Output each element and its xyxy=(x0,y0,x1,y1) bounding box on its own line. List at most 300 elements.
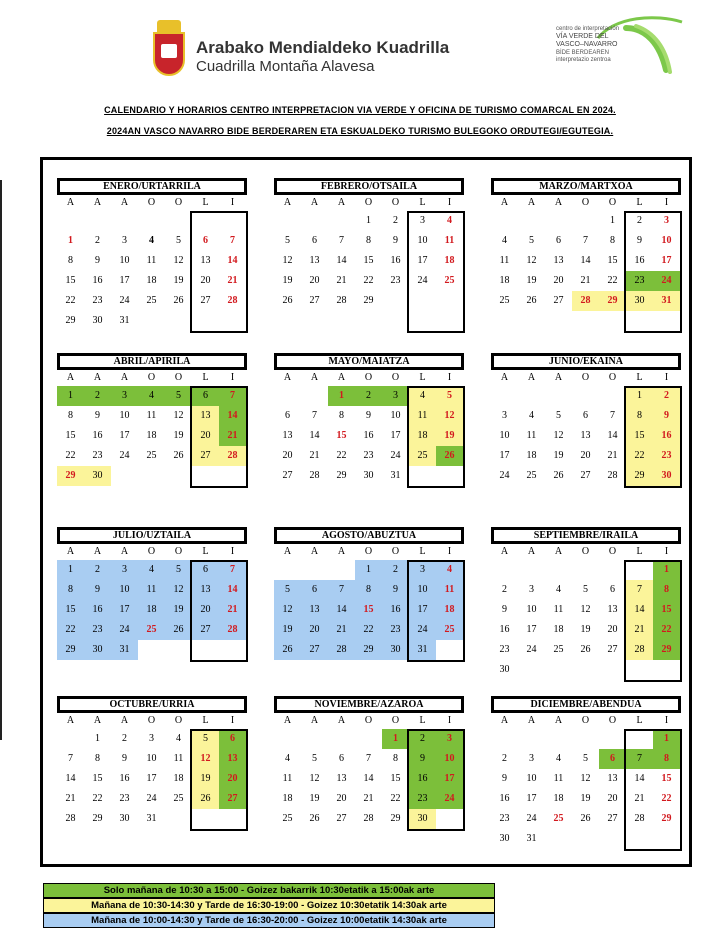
day-cell: 9 xyxy=(502,773,507,784)
week-row xyxy=(57,560,247,580)
weekday-header: O xyxy=(147,197,156,208)
week-row xyxy=(57,640,247,660)
month-grid xyxy=(491,544,681,680)
week-row xyxy=(491,426,681,446)
weekday-header-row xyxy=(274,370,464,386)
month-title: ENERO/URTARRILA xyxy=(57,178,247,195)
weekday-header: A xyxy=(310,546,319,557)
weekday-header: A xyxy=(310,715,319,726)
logo-text-line: interpretazio zentroa xyxy=(556,57,611,63)
week-row xyxy=(57,446,247,466)
day-cell: 8 xyxy=(68,255,73,266)
day-cell: 26 xyxy=(553,470,564,481)
day-cell: 5 xyxy=(165,560,192,580)
weekday-header: A xyxy=(93,197,102,208)
month-title: SEPTIEMBRE/IRAILA xyxy=(491,527,681,544)
day-cell: 16 xyxy=(92,430,103,441)
day-cell: 15 xyxy=(65,275,76,286)
day-cell: 1 xyxy=(355,560,382,580)
day-cell: 5 xyxy=(165,386,192,406)
month-title: OCTUBRE/URRIA xyxy=(57,696,247,713)
day-cell: 22 xyxy=(65,450,76,461)
day-cell: 10 xyxy=(146,753,157,764)
logo-text-line: BİDE BERDEAREN xyxy=(556,50,610,56)
day-cell: 21 xyxy=(65,793,76,804)
day-cell: 3 xyxy=(382,386,409,406)
day-cell: 2 xyxy=(95,235,100,246)
day-cell: 30 xyxy=(119,813,130,824)
month-block xyxy=(57,178,247,331)
title-spanish: CALENDARIO Y HORARIOS CENTRO INTERPRETACION VIA VERDE Y OFICINA DE TURISMO COMARCAL EN 2024. xyxy=(104,105,616,115)
day-cell: 18 xyxy=(436,600,463,620)
day-cell: 2 xyxy=(393,215,398,226)
day-cell: 21 xyxy=(363,793,374,804)
day-cell: 23 xyxy=(119,793,130,804)
day-cell: 15 xyxy=(607,255,618,266)
day-cell: 4 xyxy=(285,753,290,764)
legend-morning-afternoon: Mañana de 10:30-14:30 y Tarde de 16:30-19:00 - Goizez 10:30etatik 14:30ak arte xyxy=(43,898,495,913)
weekday-header: A xyxy=(66,546,75,557)
day-cell: 10 xyxy=(499,430,510,441)
day-cell: 23 xyxy=(92,295,103,306)
week-row xyxy=(57,291,247,311)
week-row xyxy=(274,809,464,829)
day-cell: 4 xyxy=(138,386,165,406)
weekday-header: O xyxy=(581,372,590,383)
day-cell: 28 xyxy=(336,295,347,306)
weekday-header: I xyxy=(230,372,235,383)
month-grid xyxy=(57,544,247,660)
day-cell: 20 xyxy=(607,624,618,635)
day-cell: 15 xyxy=(626,426,653,446)
week-row xyxy=(491,789,681,809)
day-cell: 16 xyxy=(363,430,374,441)
weekday-header: A xyxy=(283,372,292,383)
day-cell: 1 xyxy=(626,386,653,406)
day-cell: 11 xyxy=(146,410,157,421)
day-cell: 17 xyxy=(499,450,510,461)
month-block xyxy=(274,353,464,486)
day-cell: 8 xyxy=(366,235,371,246)
day-cell: 11 xyxy=(146,255,157,266)
day-cell: 24 xyxy=(119,450,130,461)
weekday-header: A xyxy=(93,715,102,726)
day-cell: 25 xyxy=(526,470,537,481)
weekday-header: O xyxy=(581,715,590,726)
weekday-header: O xyxy=(364,715,373,726)
day-cell: 18 xyxy=(138,600,165,620)
day-cell: 6 xyxy=(610,584,615,595)
weekday-header: A xyxy=(527,197,536,208)
day-cell: 18 xyxy=(553,624,564,635)
weekday-header: A xyxy=(120,372,129,383)
day-cell: 29 xyxy=(653,640,680,660)
week-row xyxy=(491,640,681,660)
day-cell: 10 xyxy=(409,580,436,600)
month-block xyxy=(57,696,247,829)
day-cell: 22 xyxy=(57,620,84,640)
day-cell: 26 xyxy=(282,295,293,306)
month-grid xyxy=(491,713,681,849)
month-block xyxy=(274,527,464,660)
weekday-header: L xyxy=(636,546,643,557)
month-grid xyxy=(491,195,681,331)
month-grid xyxy=(274,544,464,660)
day-cell: 21 xyxy=(626,620,653,640)
day-cell: 17 xyxy=(661,255,672,266)
day-cell: 3 xyxy=(111,386,138,406)
day-cell: 9 xyxy=(366,410,371,421)
weekday-header: O xyxy=(608,197,617,208)
weekday-header-row xyxy=(57,195,247,211)
day-cell: 29 xyxy=(355,640,382,660)
week-row xyxy=(57,789,247,809)
day-cell: 23 xyxy=(653,446,680,466)
month-block xyxy=(491,353,681,486)
day-cell: 5 xyxy=(556,410,561,421)
day-cell: 22 xyxy=(653,620,680,640)
day-cell: 23 xyxy=(382,620,409,640)
weekday-header: A xyxy=(310,197,319,208)
day-cell: 2 xyxy=(637,215,642,226)
week-row xyxy=(491,406,681,426)
title-basque: 2024AN VASCO NAVARRO BIDE BERDERAREN ETA ESKUALDEKO TURISMO BULEGOKO ORDUTEGI/EGUTEGIA. xyxy=(106,126,614,136)
weekday-header: O xyxy=(147,372,156,383)
day-cell: 14 xyxy=(65,773,76,784)
month-title: JUNIO/EKAINA xyxy=(491,353,681,370)
day-cell: 5 xyxy=(274,580,301,600)
day-cell: 5 xyxy=(285,235,290,246)
day-cell: 4 xyxy=(436,560,463,580)
day-cell: 20 xyxy=(219,769,246,789)
day-cell: 14 xyxy=(363,773,374,784)
day-cell: 23 xyxy=(409,789,436,809)
day-cell: 24 xyxy=(653,271,680,291)
weekday-header-row xyxy=(274,713,464,729)
day-cell: 18 xyxy=(146,275,157,286)
week-row xyxy=(491,211,681,231)
day-cell: 29 xyxy=(661,813,672,824)
day-cell: 23 xyxy=(84,620,111,640)
week-row xyxy=(491,271,681,291)
weekday-header: O xyxy=(608,372,617,383)
week-row xyxy=(274,251,464,271)
day-cell: 21 xyxy=(580,275,591,286)
day-cell: 29 xyxy=(599,291,626,311)
day-cell: 3 xyxy=(149,733,154,744)
day-cell: 19 xyxy=(192,769,219,789)
day-cell: 20 xyxy=(200,275,211,286)
month-block xyxy=(274,696,464,829)
week-row xyxy=(491,660,681,680)
day-cell: 30 xyxy=(84,466,111,486)
day-cell: 12 xyxy=(436,406,463,426)
org-name-es: Cuadrilla Montaña Alavesa xyxy=(196,58,375,75)
day-cell: 10 xyxy=(390,410,401,421)
day-cell: 17 xyxy=(409,600,436,620)
week-row xyxy=(274,231,464,251)
day-cell: 28 xyxy=(328,640,355,660)
day-cell: 19 xyxy=(309,793,320,804)
day-cell: 28 xyxy=(626,640,653,660)
weekday-header: O xyxy=(391,546,400,557)
day-cell: 28 xyxy=(572,291,599,311)
month-block xyxy=(57,353,247,486)
day-cell: 27 xyxy=(192,620,219,640)
day-cell: 24 xyxy=(111,620,138,640)
day-cell: 22 xyxy=(607,275,618,286)
day-cell: 29 xyxy=(57,640,84,660)
week-row xyxy=(57,251,247,271)
weekday-header: O xyxy=(608,715,617,726)
day-cell: 7 xyxy=(626,749,653,769)
day-cell: 6 xyxy=(219,729,246,749)
month-block xyxy=(491,527,681,680)
weekday-header-row xyxy=(491,544,681,560)
weekday-header: A xyxy=(500,197,509,208)
coat-of-arms-icon xyxy=(150,20,188,80)
day-cell: 7 xyxy=(328,580,355,600)
week-row xyxy=(57,406,247,426)
week-row xyxy=(491,560,681,580)
day-cell: 24 xyxy=(417,275,428,286)
day-cell: 31 xyxy=(111,640,138,660)
logo-text-line: centro de interpretación xyxy=(556,26,620,32)
day-cell: 30 xyxy=(92,315,103,326)
day-cell: 15 xyxy=(363,255,374,266)
week-row xyxy=(491,386,681,406)
day-cell: 17 xyxy=(119,430,130,441)
month-title: NOVIEMBRE/AZAROA xyxy=(274,696,464,713)
day-cell: 17 xyxy=(526,624,537,635)
day-cell: 9 xyxy=(382,580,409,600)
legend-morning-only: Solo mañana de 10:30 a 15:00 - Goizez bakarrik 10:30etatik a 15:00ak arte xyxy=(43,883,495,898)
day-cell: 7 xyxy=(366,753,371,764)
weekday-header: A xyxy=(310,372,319,383)
day-cell: 29 xyxy=(390,813,401,824)
day-cell: 19 xyxy=(173,275,184,286)
weekday-header: O xyxy=(391,715,400,726)
day-cell: 5 xyxy=(529,235,534,246)
weekday-header: A xyxy=(554,372,563,383)
weekday-header: I xyxy=(664,715,669,726)
weekday-header: A xyxy=(500,546,509,557)
day-cell: 12 xyxy=(282,255,293,266)
day-cell: 28 xyxy=(309,470,320,481)
day-cell: 28 xyxy=(219,446,246,466)
day-cell: 13 xyxy=(301,600,328,620)
week-row xyxy=(274,640,464,660)
day-cell: 27 xyxy=(580,470,591,481)
day-cell: 14 xyxy=(336,255,347,266)
day-cell: 7 xyxy=(230,235,235,246)
day-cell: 8 xyxy=(339,410,344,421)
day-cell: 28 xyxy=(634,813,645,824)
day-cell: 23 xyxy=(363,450,374,461)
day-cell: 28 xyxy=(65,813,76,824)
weekday-header: A xyxy=(554,197,563,208)
day-cell: 10 xyxy=(661,235,672,246)
day-cell: 1 xyxy=(328,386,355,406)
week-row xyxy=(274,386,464,406)
day-cell: 12 xyxy=(165,580,192,600)
weekday-header: I xyxy=(664,546,669,557)
day-cell: 25 xyxy=(553,813,564,824)
day-cell: 18 xyxy=(553,793,564,804)
day-cell: 7 xyxy=(312,410,317,421)
schedule-legend xyxy=(43,883,495,928)
day-cell: 4 xyxy=(149,235,154,246)
weekday-header: A xyxy=(120,546,129,557)
day-cell: 29 xyxy=(57,466,84,486)
weekday-header: L xyxy=(419,372,426,383)
weekday-header: A xyxy=(500,715,509,726)
week-row xyxy=(57,580,247,600)
weekday-header: A xyxy=(527,715,536,726)
day-cell: 19 xyxy=(274,620,301,640)
day-cell: 15 xyxy=(92,773,103,784)
day-cell: 16 xyxy=(92,275,103,286)
day-cell: 20 xyxy=(282,450,293,461)
day-cell: 11 xyxy=(553,773,564,784)
day-cell: 5 xyxy=(312,753,317,764)
day-cell: 20 xyxy=(553,275,564,286)
day-cell: 10 xyxy=(119,410,130,421)
day-cell: 24 xyxy=(499,470,510,481)
week-row xyxy=(274,426,464,446)
day-cell: 4 xyxy=(529,410,534,421)
weekday-header-row xyxy=(57,713,247,729)
day-cell: 28 xyxy=(363,813,374,824)
day-cell: 22 xyxy=(65,295,76,306)
weekday-header: O xyxy=(391,197,400,208)
day-cell: 18 xyxy=(173,773,184,784)
day-cell: 19 xyxy=(526,275,537,286)
day-cell: 14 xyxy=(328,600,355,620)
month-title: DICIEMBRE/ABENDUA xyxy=(491,696,681,713)
weekday-header: A xyxy=(337,715,346,726)
day-cell: 22 xyxy=(355,620,382,640)
day-cell: 22 xyxy=(390,793,401,804)
day-cell: 19 xyxy=(436,426,463,446)
day-cell: 19 xyxy=(173,430,184,441)
day-cell: 19 xyxy=(580,793,591,804)
month-grid xyxy=(57,370,247,486)
day-cell: 3 xyxy=(502,410,507,421)
org-name: Arabako Mendialdeko Kuadrilla xyxy=(196,38,450,57)
day-cell: 24 xyxy=(526,644,537,655)
weekday-header: O xyxy=(581,546,590,557)
day-cell: 7 xyxy=(219,560,246,580)
weekday-header: A xyxy=(283,546,292,557)
week-row xyxy=(57,769,247,789)
month-title: ABRIL/APIRILA xyxy=(57,353,247,370)
day-cell: 25 xyxy=(436,620,463,640)
month-title: MAYO/MAIATZA xyxy=(274,353,464,370)
day-cell: 17 xyxy=(119,275,130,286)
weekday-header: O xyxy=(364,546,373,557)
day-cell: 9 xyxy=(122,753,127,764)
day-cell: 12 xyxy=(526,255,537,266)
day-cell: 28 xyxy=(607,470,618,481)
day-cell: 1 xyxy=(366,215,371,226)
day-cell: 8 xyxy=(68,410,73,421)
day-cell: 2 xyxy=(502,584,507,595)
day-cell: 12 xyxy=(192,749,219,769)
day-cell: 2 xyxy=(409,729,436,749)
day-cell: 18 xyxy=(282,793,293,804)
day-cell: 7 xyxy=(610,410,615,421)
day-cell: 13 xyxy=(192,580,219,600)
day-cell: 17 xyxy=(111,600,138,620)
day-cell: 17 xyxy=(146,773,157,784)
day-cell: 5 xyxy=(583,584,588,595)
day-cell: 6 xyxy=(599,749,626,769)
day-cell: 30 xyxy=(84,640,111,660)
week-row xyxy=(491,311,681,331)
day-cell: 20 xyxy=(301,620,328,640)
weekday-header: L xyxy=(419,546,426,557)
week-row xyxy=(57,311,247,331)
weekday-header: A xyxy=(527,372,536,383)
day-cell: 2 xyxy=(84,386,111,406)
day-cell: 30 xyxy=(382,640,409,660)
day-cell: 31 xyxy=(119,315,130,326)
weekday-header: A xyxy=(66,197,75,208)
month-block xyxy=(57,527,247,660)
day-cell: 14 xyxy=(634,773,645,784)
day-cell: 15 xyxy=(57,600,84,620)
day-cell: 16 xyxy=(499,624,510,635)
weekday-header: A xyxy=(527,546,536,557)
weekday-header-row xyxy=(491,370,681,386)
day-cell: 6 xyxy=(192,386,219,406)
day-cell: 25 xyxy=(146,295,157,306)
weekday-header: A xyxy=(337,546,346,557)
day-cell: 25 xyxy=(499,295,510,306)
day-cell: 15 xyxy=(65,430,76,441)
day-cell: 11 xyxy=(173,753,184,764)
day-cell: 26 xyxy=(165,620,192,640)
day-cell: 25 xyxy=(146,450,157,461)
day-cell: 31 xyxy=(409,640,436,660)
day-cell: 6 xyxy=(192,560,219,580)
day-cell: 24 xyxy=(409,620,436,640)
day-cell: 16 xyxy=(390,255,401,266)
week-row xyxy=(57,749,247,769)
day-cell: 16 xyxy=(84,600,111,620)
day-cell: 17 xyxy=(526,793,537,804)
day-cell: 5 xyxy=(192,729,219,749)
day-cell: 2 xyxy=(122,733,127,744)
day-cell: 7 xyxy=(339,235,344,246)
day-cell: 31 xyxy=(526,833,537,844)
day-cell: 7 xyxy=(626,580,653,600)
weekday-header: A xyxy=(120,197,129,208)
weekday-header: L xyxy=(636,197,643,208)
day-cell: 21 xyxy=(309,450,320,461)
week-row xyxy=(274,620,464,640)
day-cell: 7 xyxy=(583,235,588,246)
day-cell: 16 xyxy=(409,769,436,789)
week-row xyxy=(274,580,464,600)
week-row xyxy=(491,620,681,640)
day-cell: 12 xyxy=(274,600,301,620)
day-cell: 30 xyxy=(653,466,680,486)
day-cell: 25 xyxy=(282,813,293,824)
day-cell: 1 xyxy=(68,235,73,246)
month-grid xyxy=(274,195,464,331)
